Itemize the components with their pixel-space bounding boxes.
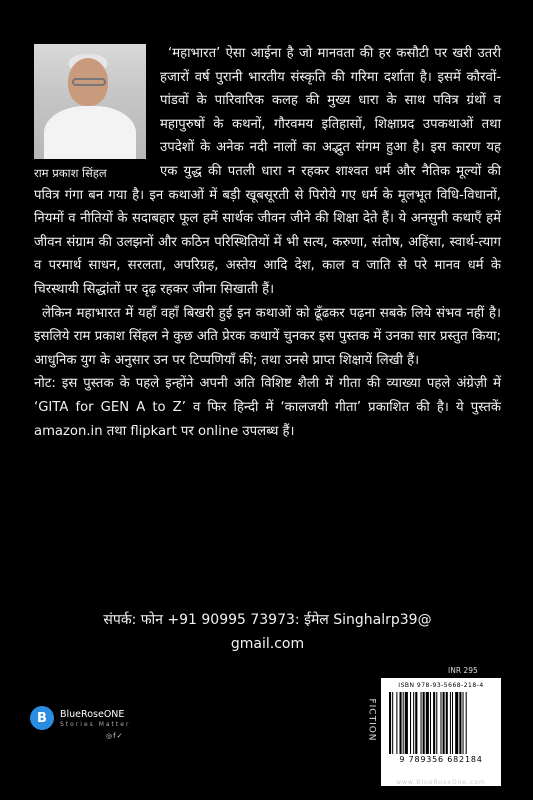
barcode-bar [459, 692, 461, 754]
genre-label [365, 690, 379, 750]
barcode-bar [413, 692, 414, 754]
contact-line-2: gmail.com [230, 636, 305, 652]
publisher-logo-icon: B [30, 706, 54, 730]
publisher-name-main: BlueRose [60, 708, 104, 720]
social-icons: ◎f✓ [106, 732, 124, 740]
barcode-bar [389, 692, 391, 754]
barcode-bar [455, 692, 458, 754]
publisher-website: www.BlueRoseOne.com [396, 779, 486, 786]
barcode-bar [396, 692, 397, 754]
barcode-bar [450, 692, 451, 754]
barcode-bar [426, 692, 429, 754]
blurb-note: नोट: इस पुस्तक के पहले इन्होंने अपनी अति विशिष्ट शैली में गीता की व्याख्या पहले अंग्रेज़ी में ‘GITA for GEN A to Z’ व फिर हिन्दी में ‘कालजयी गीता’ प्रकाशित की है। ये पुस्तकें amazon.in तथा flipkart पर online उपलब्ध हैं। [34, 376, 501, 439]
barcode-bar [466, 692, 467, 754]
barcode-bar [392, 692, 393, 754]
barcode-bar [433, 692, 435, 754]
barcode-bar [463, 692, 464, 754]
isbn-barcode [381, 678, 501, 786]
publisher-tagline: Stories Matter [60, 720, 131, 728]
barcode-bar [410, 692, 411, 754]
publisher-logo-block [30, 696, 140, 740]
blurb-paragraph-2: लेकिन महाभारत में यहाँ वहाँ बिखरी हुई इन कथाओं को ढूँढकर पढ़ना सबके लिये संभव नहीं है। इसलिये राम प्रकाश सिंहल ने कुछ अति प्रेरक कथायें चुनकर इस पुस्तक में उनका सार प्रस्तुत किया; आधुनिक युग के अनुसार उन पर टिप्पणियाँ कीं; तथा उनसे प्राप्त शिक्षायें लिखी हैं। [34, 305, 501, 368]
publisher-name [60, 709, 130, 728]
barcode-bar [446, 692, 448, 754]
contact-info [34, 608, 501, 656]
barcode-bar [403, 692, 404, 754]
isbn-label: ISBN 978-93-5668-218-4 [398, 682, 484, 689]
barcode-bars [387, 692, 495, 754]
barcode-bar [452, 692, 453, 754]
genre-text: FICTION [367, 698, 377, 742]
price-label: INR 295 [448, 666, 478, 675]
back-cover-blurb [34, 42, 501, 443]
barcode-bar [421, 692, 422, 754]
isbn-digits: 9 789356 682184 [399, 755, 483, 764]
barcode-bar [440, 692, 441, 754]
barcode-bar [436, 692, 437, 754]
blurb-paragraph-1: ‘महाभारत’ ऐसा आईना है जो मानवता की हर कसौटी पर खरी उतरी हजारों वर्ष पुरानी भारतीय संस्कृति की गरिमा दर्शाता है। इसमें कौरवों-पांडवों के पारिवारिक कलह की मुख्य धारा के साथ पवित्र ग्रंथों व महापुरुषों के कथनों, गौरवमय इतिहासों, शिक्षाप्रद उपकथाओं तथा उपदेशों के अनेक नदी नालों का अद्भुत संगम हुआ है। इस कारण यह एक युद्ध की पतली धारा न रहकर शाश्वत धर्म और नैतिक मूल्यों की पवित्र गंगा बन गया है। इन कथाओं में बड़ी खूबसूरती से पिरोये गए धर्म के मूलभूत विधि-विधानों, नियमों व नीतियों के सदाबहार फूल हमें सार्थक जीवन जीने की शिक्षा देते हैं। ये अनसुनी कथाएँ हमें जीवन संग्राम की उलझनों और कठिन परिस्थितियों में भी सत्य, करुणा, संतोष, अहिंसा, स्वार्थ-त्याग व परमार्थ साधन, सरलता, अपरिग्रह, अस्तेय आदि देश, काल व जाति से परे मानव धर्म के चिरस्थायी सिद्धांतों पर दृढ़ रहकर जीना सिखाती हैं। [34, 46, 501, 297]
author-name-caption: राम प्रकाश सिंहल [34, 166, 107, 180]
barcode-bar [400, 692, 402, 754]
barcode-bar [430, 692, 431, 754]
barcode-bar [423, 692, 425, 754]
contact-line-1: संपर्क: फोन +91 90995 73973: ईमेल Singhalrp39@ [103, 612, 432, 628]
barcode-bar [443, 692, 445, 754]
photo-spacer [34, 42, 160, 182]
barcode-bar [415, 692, 417, 754]
barcode-bar [405, 692, 408, 754]
publisher-name-suffix: ONE [103, 708, 125, 720]
